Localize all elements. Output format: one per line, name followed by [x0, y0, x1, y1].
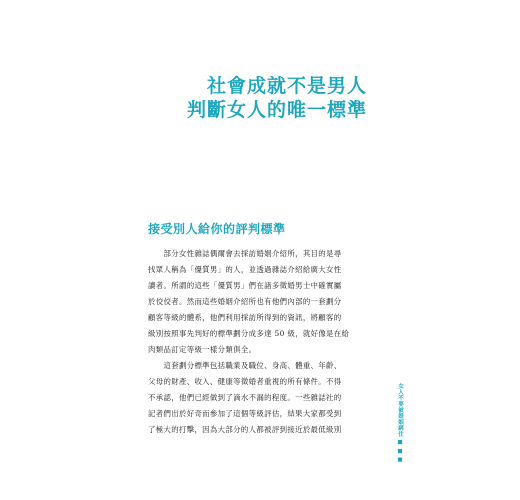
body-line: 於佼佼者。然而這些婚姻介紹所也有他們內部的一套劃分 [148, 297, 342, 306]
body-line: 肉類品訂定等級一樣分類俱全。 [148, 345, 257, 354]
body-line: 了極大的打擊，因為大部分的人都被評到接近於最低級別 [148, 425, 342, 434]
side-tab-running-title: 女人不要被婚姻綁住 ■ ■ ■ [397, 383, 403, 464]
section-heading: 接受別人給你的評判標準 [148, 222, 286, 236]
body-paragraphs [148, 246, 370, 438]
chapter-title-line-2: 判斷女人的唯一標準 [186, 99, 367, 121]
body-line: 不承認，他們已經做到了滴水不漏的程度。一些雜誌社的 [148, 393, 342, 402]
body-line: 父母的財產、收入、健康等徵婚者重視的所有條件。不得 [148, 377, 342, 386]
body-line: 記者們出於好奇而參加了這個等級評估，結果大家都受到 [148, 409, 342, 418]
body-line: 這套劃分標準包括職業及職位、身高、體重、年齡、 [148, 361, 342, 370]
chapter-title-line-1: 社會成就不是男人 [206, 75, 367, 97]
body-line: 級別按照事先判好的標準劃分成多達 50 級，就好像是在給 [148, 329, 350, 338]
body-line: 部分女性雜誌偶爾會去採訪婚姻介紹所，其目的是尋 [148, 249, 342, 258]
body-line: 讀者。所謂的這些「優質男」們在諸多徵婚男士中確實屬 [148, 281, 342, 290]
body-line: 找眾人稱為「優質男」的人，並透過雜誌介紹給廣大女性 [148, 265, 342, 274]
body-line: 顧客等級的體系，他們利用採訪所得到的資訊，將顧客的 [148, 313, 342, 322]
chapter-title [187, 74, 367, 122]
